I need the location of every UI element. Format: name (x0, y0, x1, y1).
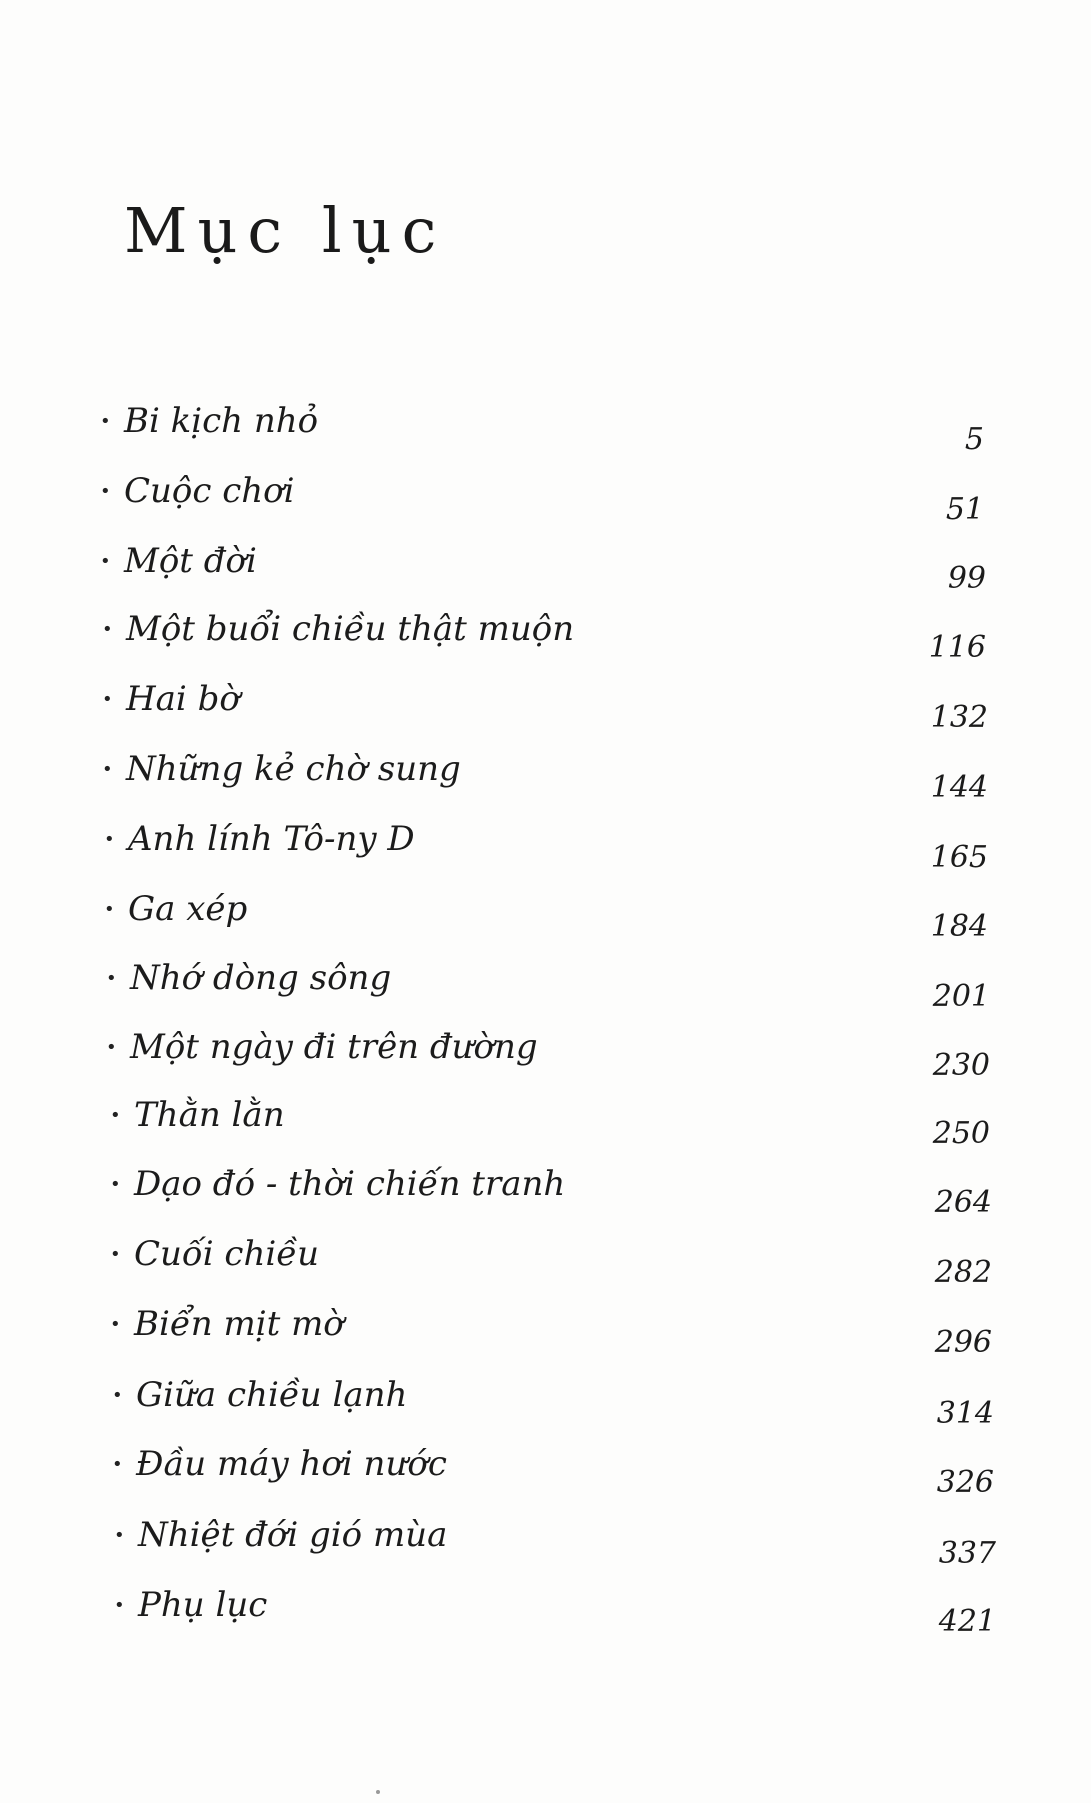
toc-entry[interactable] (100, 466, 295, 516)
toc-entry-title: Một đời (124, 541, 257, 581)
page-title: Mục lục (124, 194, 447, 267)
page-speck (376, 1790, 380, 1794)
toc-entry-title: Ga xép (128, 889, 248, 929)
toc-entry[interactable] (104, 814, 415, 864)
toc-entry-title: Những kẻ chờ sung (126, 749, 461, 789)
toc-page-number: 99 (947, 561, 986, 596)
toc-page-number: 230 (932, 1048, 990, 1083)
bullet-icon: • (102, 688, 113, 710)
toc-page-number: 337 (938, 1536, 996, 1571)
toc-entry[interactable] (110, 1229, 319, 1279)
bullet-icon: • (110, 1313, 121, 1335)
toc-page-number: 116 (928, 630, 986, 665)
toc-page-number: 165 (930, 840, 988, 875)
toc-entry[interactable] (106, 1022, 538, 1072)
toc-entry-title: Hai bờ (126, 679, 240, 719)
toc-page-number: 326 (936, 1465, 994, 1500)
toc-entry-title: Cuộc chơi (124, 471, 295, 511)
toc-entry[interactable] (106, 953, 391, 1003)
toc-entry-title: Một ngày đi trên đường (130, 1027, 538, 1067)
bullet-icon: • (112, 1384, 123, 1406)
toc-entry-title: Giữa chiều lạnh (136, 1375, 408, 1415)
bullet-icon: • (106, 1036, 117, 1058)
toc-entry[interactable] (114, 1580, 267, 1630)
toc-page-number: 51 (945, 492, 984, 527)
bullet-icon: • (102, 618, 113, 640)
bullet-icon: • (100, 410, 111, 432)
toc-page-number: 250 (932, 1116, 990, 1151)
toc-entry-title: Cuối chiều (134, 1234, 320, 1274)
toc-entry[interactable] (114, 1510, 447, 1560)
toc-entry[interactable] (102, 674, 240, 724)
toc-page-number: 184 (930, 909, 988, 944)
toc-entry[interactable] (102, 744, 461, 794)
bullet-icon: • (110, 1104, 121, 1126)
toc-entry[interactable] (112, 1439, 447, 1489)
bullet-icon: • (104, 828, 115, 850)
toc-entry[interactable] (112, 1370, 407, 1420)
bullet-icon: • (106, 967, 117, 989)
toc-page-number: 296 (934, 1325, 992, 1360)
bullet-icon: • (100, 550, 111, 572)
toc-page-number: 282 (934, 1255, 992, 1290)
toc-entry[interactable] (110, 1159, 565, 1209)
toc-page-number: 314 (936, 1396, 994, 1431)
toc-page-number: 144 (930, 770, 988, 805)
toc-entry[interactable] (110, 1299, 344, 1349)
toc-entry[interactable] (102, 604, 574, 654)
bullet-icon: • (114, 1524, 125, 1546)
toc-entry-title: Phụ lục (138, 1585, 268, 1625)
toc-page-number: 421 (938, 1604, 996, 1639)
toc-entry[interactable] (104, 884, 247, 934)
toc-entry-title: Anh lính Tô-ny D (128, 819, 415, 859)
bullet-icon: • (104, 898, 115, 920)
toc-entry-title: Dạo đó - thời chiến tranh (134, 1164, 566, 1204)
bullet-icon: • (110, 1173, 121, 1195)
toc-entry-title: Nhớ dòng sông (130, 958, 392, 998)
toc-entry-title: Đầu máy hơi nước (136, 1444, 447, 1484)
toc-entry-title: Biển mịt mờ (134, 1304, 344, 1344)
bullet-icon: • (114, 1594, 125, 1616)
toc-page-number: 132 (930, 700, 988, 735)
toc-entry[interactable] (110, 1090, 285, 1140)
toc-page-number: 201 (932, 979, 990, 1014)
toc-page-number: 5 (964, 422, 984, 457)
toc-entry-title: Một buổi chiều thật muộn (126, 609, 575, 649)
toc-page-number: 264 (934, 1185, 992, 1220)
bullet-icon: • (102, 758, 113, 780)
bullet-icon: • (112, 1453, 123, 1475)
toc-entry[interactable] (100, 396, 318, 446)
toc-entry[interactable] (100, 536, 257, 586)
bullet-icon: • (110, 1243, 121, 1265)
toc-entry-title: Nhiệt đới gió mùa (138, 1515, 448, 1555)
toc-entry-title: Thằn lằn (134, 1095, 285, 1135)
bullet-icon: • (100, 480, 111, 502)
toc-entry-title: Bi kịch nhỏ (124, 401, 319, 441)
